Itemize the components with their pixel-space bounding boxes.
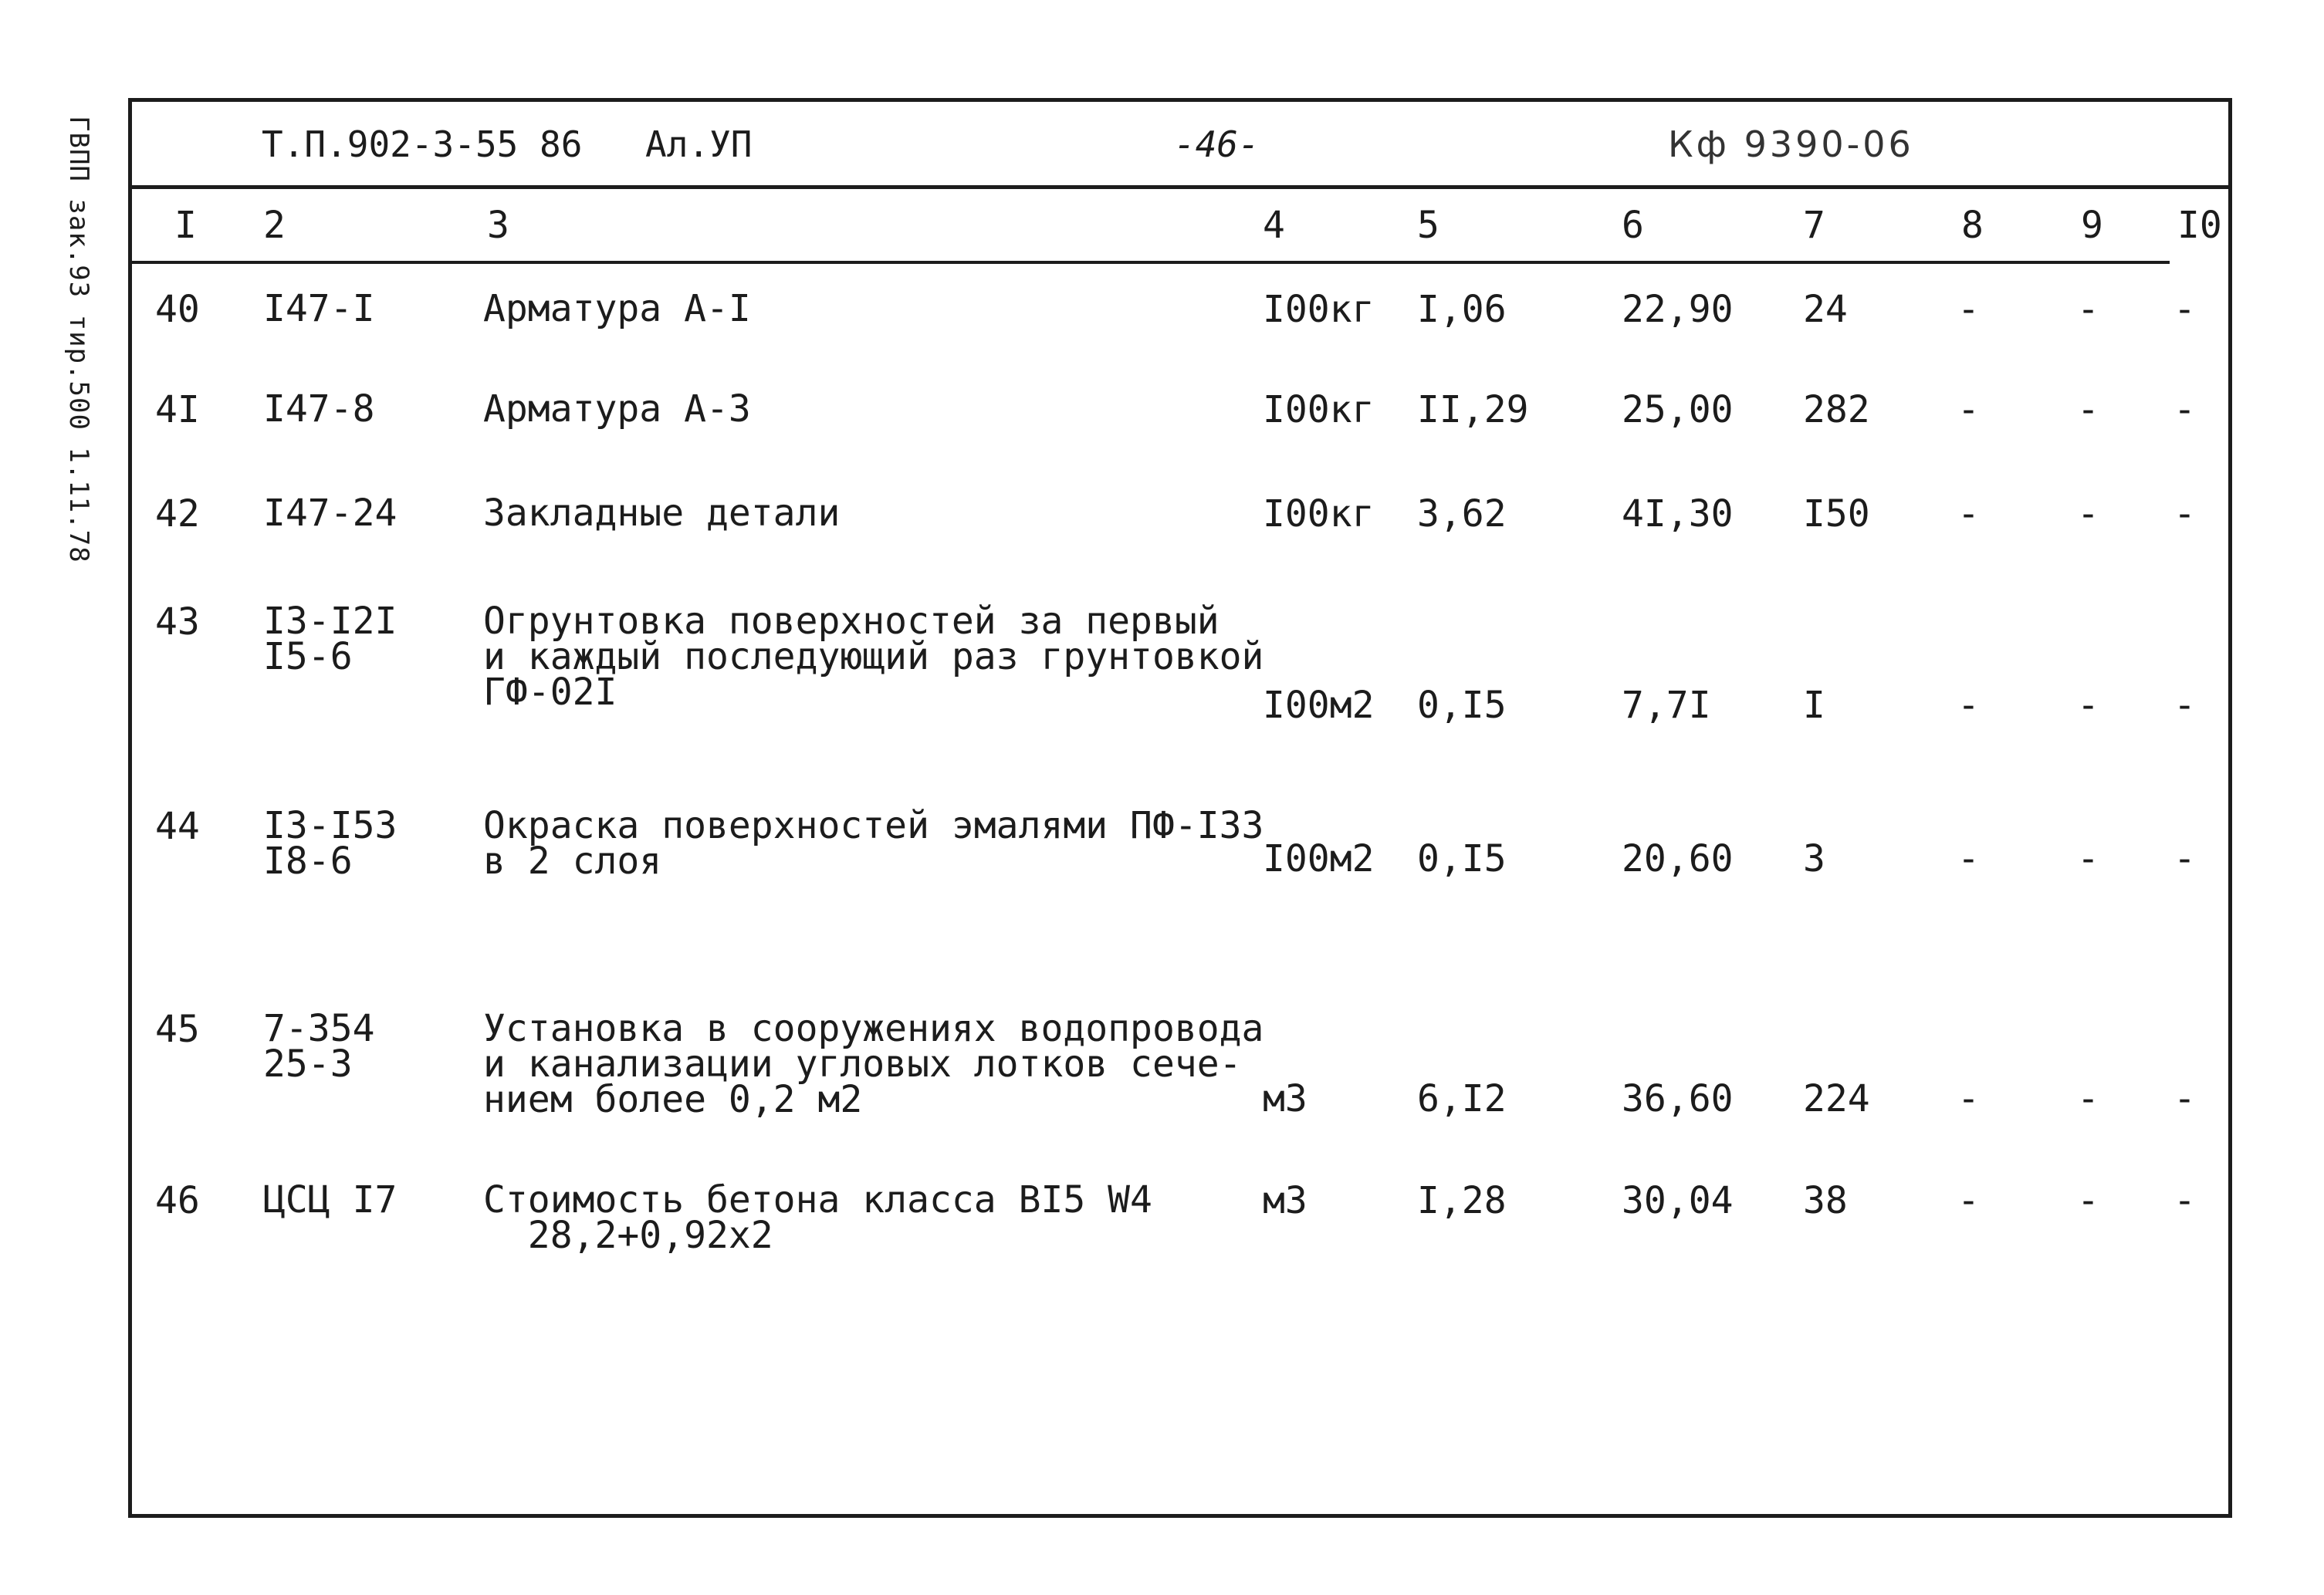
column-header-1: I [174, 204, 197, 247]
row-43-c8: - [1957, 684, 1980, 727]
column-header-6: 6 [1622, 204, 1644, 247]
row-45-name: Установка в сооружениях водопровода и канализации угловых лотков сече- нием более 0,2 м2 [483, 1007, 1264, 1121]
row-4I-c8: - [1957, 388, 1980, 431]
row-40-total: 24 [1803, 288, 1848, 331]
row-43-total: I [1803, 684, 1825, 727]
row-42-c8: - [1957, 492, 1980, 536]
document-sheet [128, 98, 2232, 1518]
row-4I-c9: - [2077, 388, 2099, 431]
side-stamp: ГВПП зак.93 тир.500 1.11.78 [63, 116, 94, 563]
row-42-name: Закладные детали [483, 492, 841, 535]
row-46-price: 30,04 [1622, 1179, 1734, 1222]
row-43-qty: 0,I5 [1417, 684, 1507, 727]
row-40-name: Арматура А-I [483, 287, 751, 330]
row-43-code: I3-I2I I5-6 [263, 600, 397, 678]
row-46-c9: - [2077, 1179, 2099, 1222]
column-header-4: 4 [1263, 204, 1285, 247]
row-45-c9: - [2077, 1077, 2099, 1120]
row-45-n: 45 [155, 1008, 200, 1051]
row-4I-name: Арматура А-3 [483, 387, 751, 431]
row-42-c10: - [2173, 492, 2196, 536]
row-40-code: I47-I [263, 287, 375, 330]
album-label: Ал.УП [645, 123, 753, 165]
doc-code: Т.П.902-3-55 86 [262, 123, 583, 165]
row-40-c9: - [2077, 288, 2099, 331]
row-42-n: 42 [155, 492, 200, 536]
row-46-total: 38 [1803, 1179, 1848, 1222]
row-45-c8: - [1957, 1077, 1980, 1120]
row-4I-code: I47-8 [263, 387, 375, 431]
row-45-qty: 6,I2 [1417, 1077, 1507, 1120]
row-40-c10: - [2173, 288, 2196, 331]
column-divider [132, 261, 2170, 264]
row-44-c8: - [1957, 837, 1980, 880]
row-40-qty: I,06 [1417, 288, 1507, 331]
row-4I-total: 282 [1803, 388, 1870, 431]
row-43-unit: I00м2 [1263, 684, 1375, 727]
row-45-price: 36,60 [1622, 1077, 1734, 1120]
row-44-price: 20,60 [1622, 837, 1734, 880]
row-44-c10: - [2173, 837, 2196, 880]
row-45-code: 7-354 25-3 [263, 1007, 375, 1086]
row-40-price: 22,90 [1622, 288, 1734, 331]
row-46-name: Стоимость бетона класса ВI5 W4 28,2+0,92х2 [483, 1178, 1152, 1257]
row-44-c9: - [2077, 837, 2099, 880]
row-44-name: Окраска поверхностей эмалями ПФ-I33 в 2 слоя [483, 804, 1264, 883]
row-42-c9: - [2077, 492, 2099, 536]
row-4I-price: 25,00 [1622, 388, 1734, 431]
row-46-c10: - [2173, 1179, 2196, 1222]
row-42-qty: 3,62 [1417, 492, 1507, 536]
row-46-qty: I,28 [1417, 1179, 1507, 1222]
column-header-3: 3 [487, 204, 509, 247]
row-43-c10: - [2173, 684, 2196, 727]
row-45-total: 224 [1803, 1077, 1870, 1120]
row-44-unit: I00м2 [1263, 837, 1375, 880]
row-46-c8: - [1957, 1179, 1980, 1222]
row-46-code: ЦСЦ I7 [263, 1178, 397, 1222]
row-40-unit: I00кг [1263, 288, 1375, 331]
row-44-code: I3-I53 I8-6 [263, 804, 397, 883]
column-header-2: 2 [263, 204, 286, 247]
column-header-9: 9 [2081, 204, 2103, 247]
column-header-8: 8 [1961, 204, 1984, 247]
row-42-total: I50 [1803, 492, 1870, 536]
row-4I-unit: I00кг [1263, 388, 1375, 431]
row-43-c9: - [2077, 684, 2099, 727]
row-45-c10: - [2173, 1077, 2196, 1120]
row-43-n: 43 [155, 600, 200, 644]
column-header-7: 7 [1803, 204, 1825, 247]
column-header-10: I0 [2177, 204, 2222, 247]
row-46-n: 46 [155, 1179, 200, 1222]
row-42-unit: I00кг [1263, 492, 1375, 536]
row-4I-c10: - [2173, 388, 2196, 431]
row-40-n: 40 [155, 288, 200, 331]
row-44-qty: 0,I5 [1417, 837, 1507, 880]
row-42-code: I47-24 [263, 492, 397, 535]
row-46-unit: м3 [1263, 1179, 1307, 1222]
title-block [132, 102, 2228, 189]
row-44-n: 44 [155, 805, 200, 848]
row-4I-qty: II,29 [1417, 388, 1529, 431]
row-44-total: 3 [1803, 837, 1825, 880]
row-40-c8: - [1957, 288, 1980, 331]
row-45-unit: м3 [1263, 1077, 1307, 1120]
column-header-5: 5 [1417, 204, 1439, 247]
row-4I-n: 4I [155, 388, 200, 431]
kf-code: Кф 9390-06 [1668, 123, 1914, 165]
row-42-price: 4I,30 [1622, 492, 1734, 536]
page-number: -46- [1174, 123, 1260, 165]
row-43-price: 7,7I [1622, 684, 1711, 727]
row-43-name: Огрунтовка поверхностей за первый и каждый последующий раз грунтовкой ГФ-02I [483, 600, 1264, 714]
